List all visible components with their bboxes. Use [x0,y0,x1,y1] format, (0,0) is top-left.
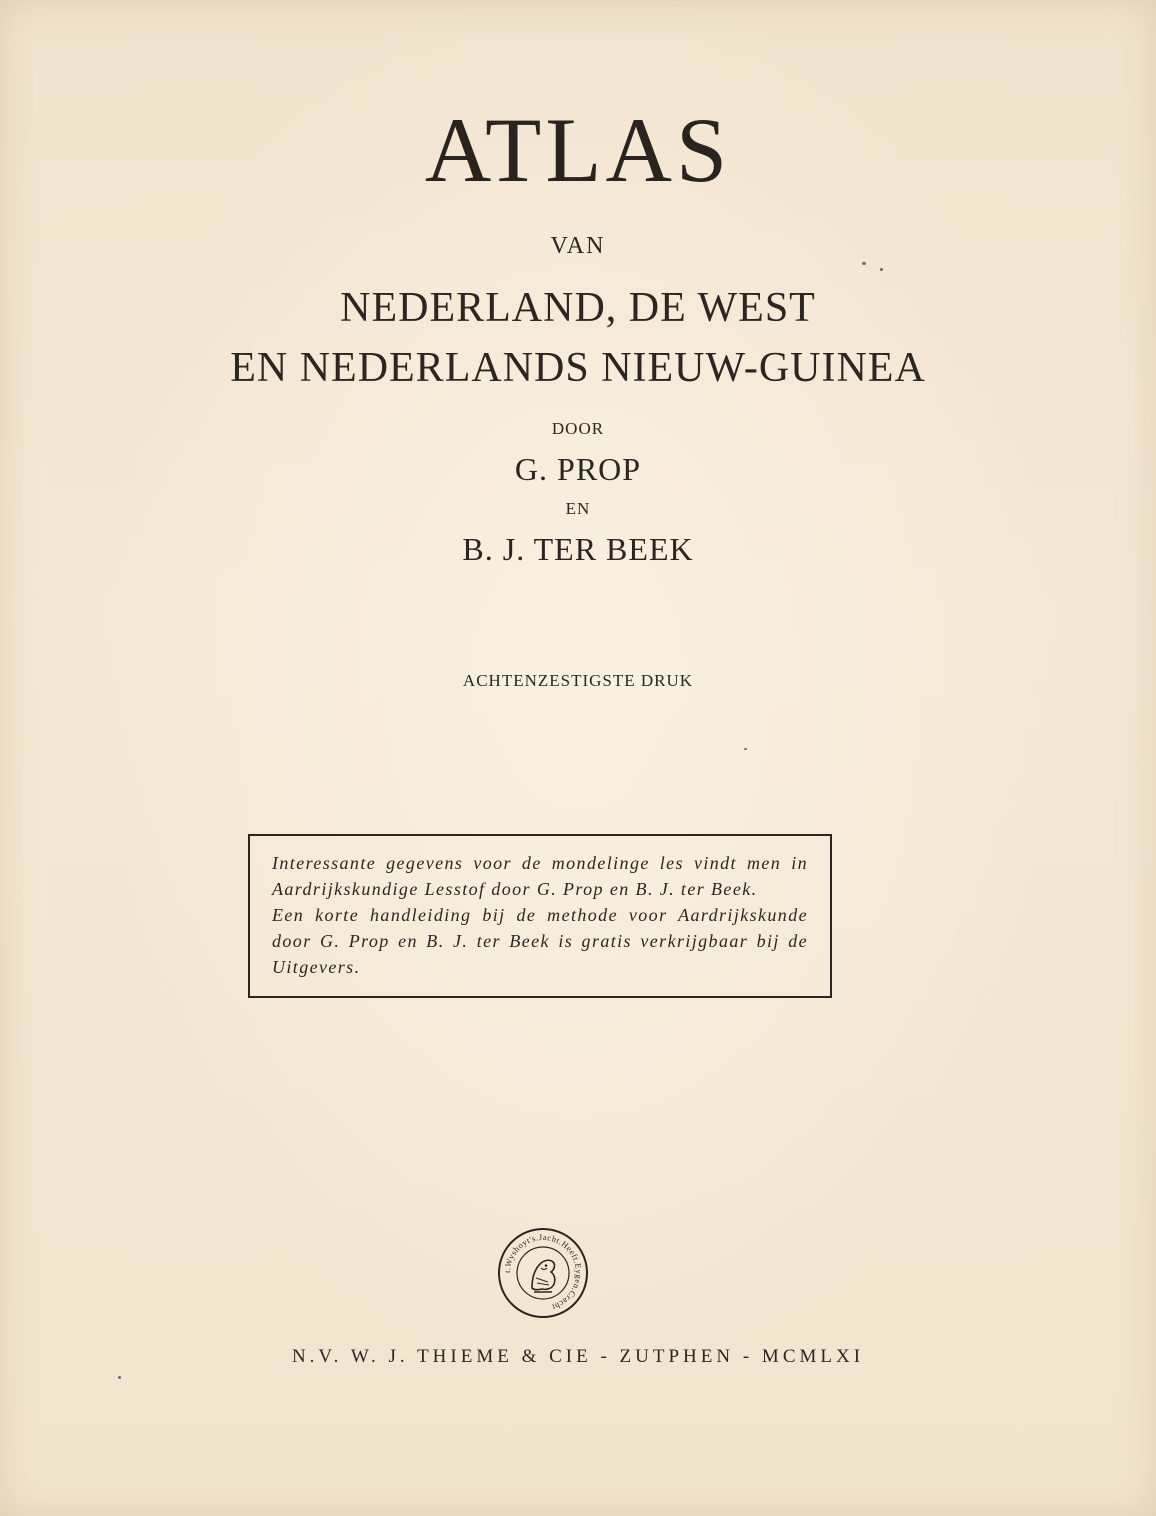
publisher-imprint: N.V. W. J. THIEME & CIE - ZUTPHEN - MCMLXI [291,1346,865,1367]
paper-speck [118,1376,121,1379]
region-line-2: EN NEDERLANDS NIEUW-GUINEA [230,345,926,391]
paper-speck [880,268,883,271]
atlas-title: ATLAS [424,99,732,201]
notice-paragraph-1: Interessante gegevens voor de mondelinge les vindt men in Aardrijkskundige Lesstof door G. Prop en B. J. ter Beek. [272,853,808,899]
seal-motto: t.Wyshoyt's.Jacht.Heeft.Eygen.Cracht [501,1231,585,1313]
svg-text:t.Wyshoyt's.Jacht.Heeft.Eygen. [502,1232,584,1313]
publisher-seal-icon [496,1226,590,1320]
paper-speck [744,748,747,750]
paper-speck [862,262,866,265]
and-label: EN [565,499,591,518]
region-line-1: NEDERLAND, DE WEST [340,285,816,331]
by-label: DOOR [551,419,605,438]
author-ter-beek: B. J. TER BEEK [462,531,694,567]
title-van: VAN [550,233,606,259]
edition-label: ACHTENZESTIGSTE DRUK [462,671,694,690]
author-prop: G. PROP [514,451,642,487]
notice-paragraph-2: Een korte handleiding bij de methode voor Aardrijkskunde door G. Prop en B. J. ter Beek is gratis verkrijgbaar bij de Uitgevers. [272,905,808,977]
notice-box [248,834,832,998]
